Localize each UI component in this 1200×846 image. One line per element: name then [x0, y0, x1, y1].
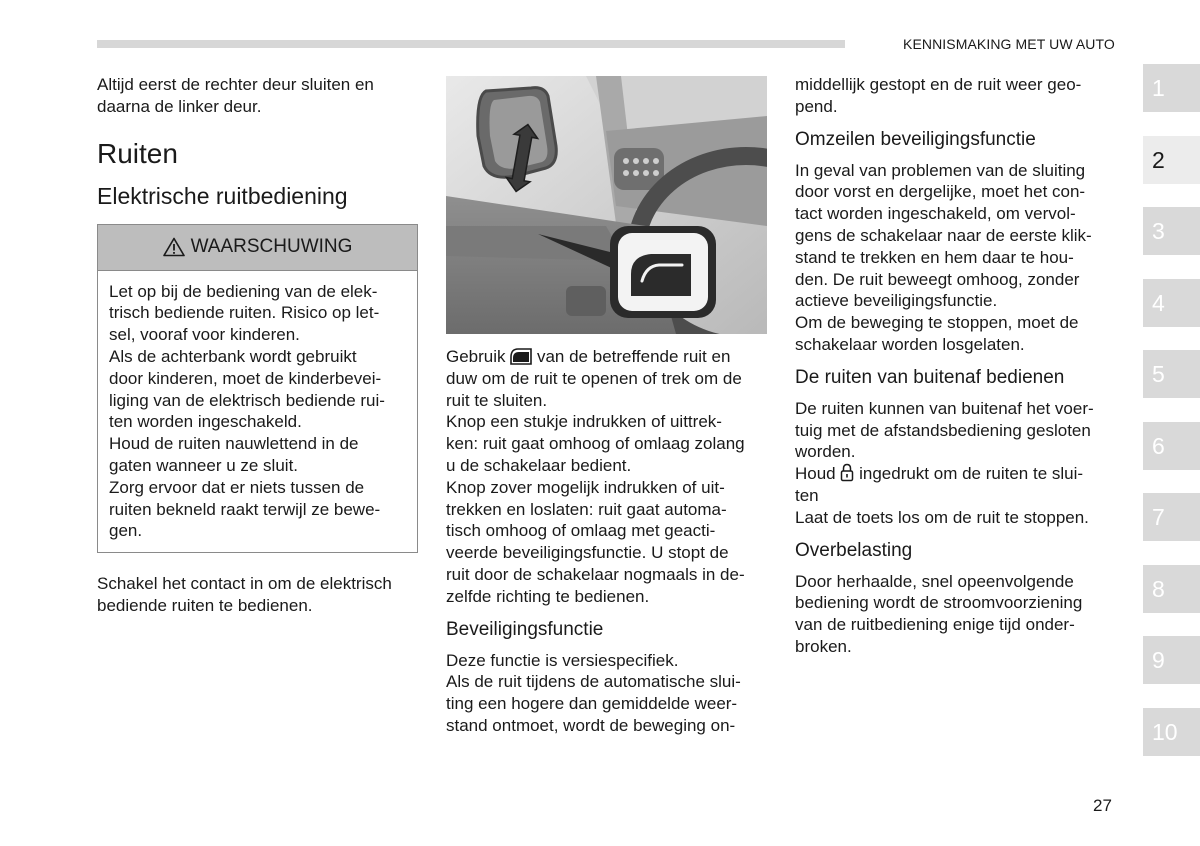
outside-operation-title: De ruiten van buitenaf bedienen — [795, 366, 1065, 388]
header-rule — [97, 40, 845, 48]
column-3 — [795, 74, 1117, 658]
intro-text: Altijd eerst de rechter deur sluiten en daarna de linker deur. — [97, 75, 374, 116]
chapter-tab-9[interactable]: 9 — [1143, 636, 1200, 684]
overload-text: Door herhaalde, snel opeenvolgende bediening wordt de stroomvoorziening van de ruitbediening enige tijd onder- broken. — [795, 571, 1083, 656]
chapter-tab-3[interactable]: 3 — [1143, 207, 1200, 255]
warning-title: WAARSCHUWING — [190, 236, 353, 258]
continued-text: middellijk gestopt en de ruit weer geo- pend. — [795, 75, 1082, 116]
bypass-text: In geval van problemen van de sluiting door vorst en dergelijke, moet het con- tact worden ingeschakeld, om vervol- gens de schakelaar naar de eerste klik- stand te trekken en hem daar te hou- den. De ruit beweegt omhoog, zonder actieve beveiligingsfunctie. Om de beweging te stoppen, moet de schakelaar worden losgelaten. — [795, 160, 1092, 354]
chapter-tab-8[interactable]: 8 — [1143, 565, 1200, 613]
warning-header — [98, 225, 417, 271]
contact-instruction: Schakel het contact in om de elektrisch bediende ruiten te bedienen. — [97, 574, 392, 615]
safety-function-text: Deze functie is versiespecifiek. Als de ruit tijdens de automatische slui- ting een hogere dan gemiddelde weer- stand ontmoet, wordt de beweging on- — [446, 650, 741, 735]
warning-triangle-icon — [163, 237, 185, 257]
chapter-tab-5[interactable]: 5 — [1143, 350, 1200, 398]
subsection-title: Elektrische ruitbediening — [97, 182, 348, 209]
chapter-tab-4[interactable]: 4 — [1143, 279, 1200, 327]
overload-title: Overbelasting — [795, 539, 913, 561]
section-title: Ruiten — [97, 137, 178, 169]
safety-function-title: Beveiligingsfunctie — [446, 618, 604, 640]
warning-box — [97, 224, 418, 554]
bypass-title: Omzeilen beveiligingsfunctie — [795, 128, 1036, 150]
page-number: 27 — [1093, 796, 1112, 815]
chapter-tab-2[interactable]: 2 — [1143, 136, 1200, 184]
door-window-switch-photo — [446, 76, 767, 334]
usage-text: Gebruik van de betreffende ruit en duw om de ruit te openen of trek om de ruit te sluiten. Knop een stukje indrukken of uittrek- ken: ruit gaat omhoog of omlaag zolang u de schakelaar bedient. Knop zover mogelijk indrukken of uit- trekken en loslaten: ruit gaat automa- tisch omhoog of omlaag met geacti- veerde beveiligingsfunctie. U stopt de ruit door de schakelaar nogmaals in de- zelfde richting te bedienen. — [446, 347, 745, 606]
outside-release-text: Laat de toets los om de ruit te stoppen. — [795, 507, 1089, 527]
chapter-tab-6[interactable]: 6 — [1143, 422, 1200, 470]
padlock-icon — [840, 463, 854, 482]
chapter-tab-1[interactable]: 1 — [1143, 64, 1200, 112]
chapter-tab-10[interactable]: 10 — [1143, 708, 1200, 756]
chapter-tab-7[interactable]: 7 — [1143, 493, 1200, 541]
chapter-title: KENNISMAKING MET UW AUTO — [903, 36, 1115, 52]
warning-body: Let op bij de bediening van de elek- trisch bediende ruiten. Risico op let- sel, vooraf voor kinderen. Als de achterbank wordt gebruikt door kinderen, moet de kinderbevei- liging van de elektrisch bediende rui- ten worden ingeschakeld. Houd de ruiten nauwlettend in de gaten wanneer u ze sluit. Zorg ervoor dat er niets tussen de ruiten bekneld raakt terwijl ze bewe- gen. — [109, 281, 385, 541]
window-switch-icon — [510, 347, 532, 365]
column-1 — [97, 74, 419, 617]
outside-hold-text: Houd ingedrukt om de ruiten te slui- ten — [795, 464, 1084, 505]
outside-operation-text: De ruiten kunnen van buitenaf het voer- tuig met de afstandsbediening gesloten worden. — [795, 398, 1094, 462]
column-2 — [446, 74, 768, 737]
